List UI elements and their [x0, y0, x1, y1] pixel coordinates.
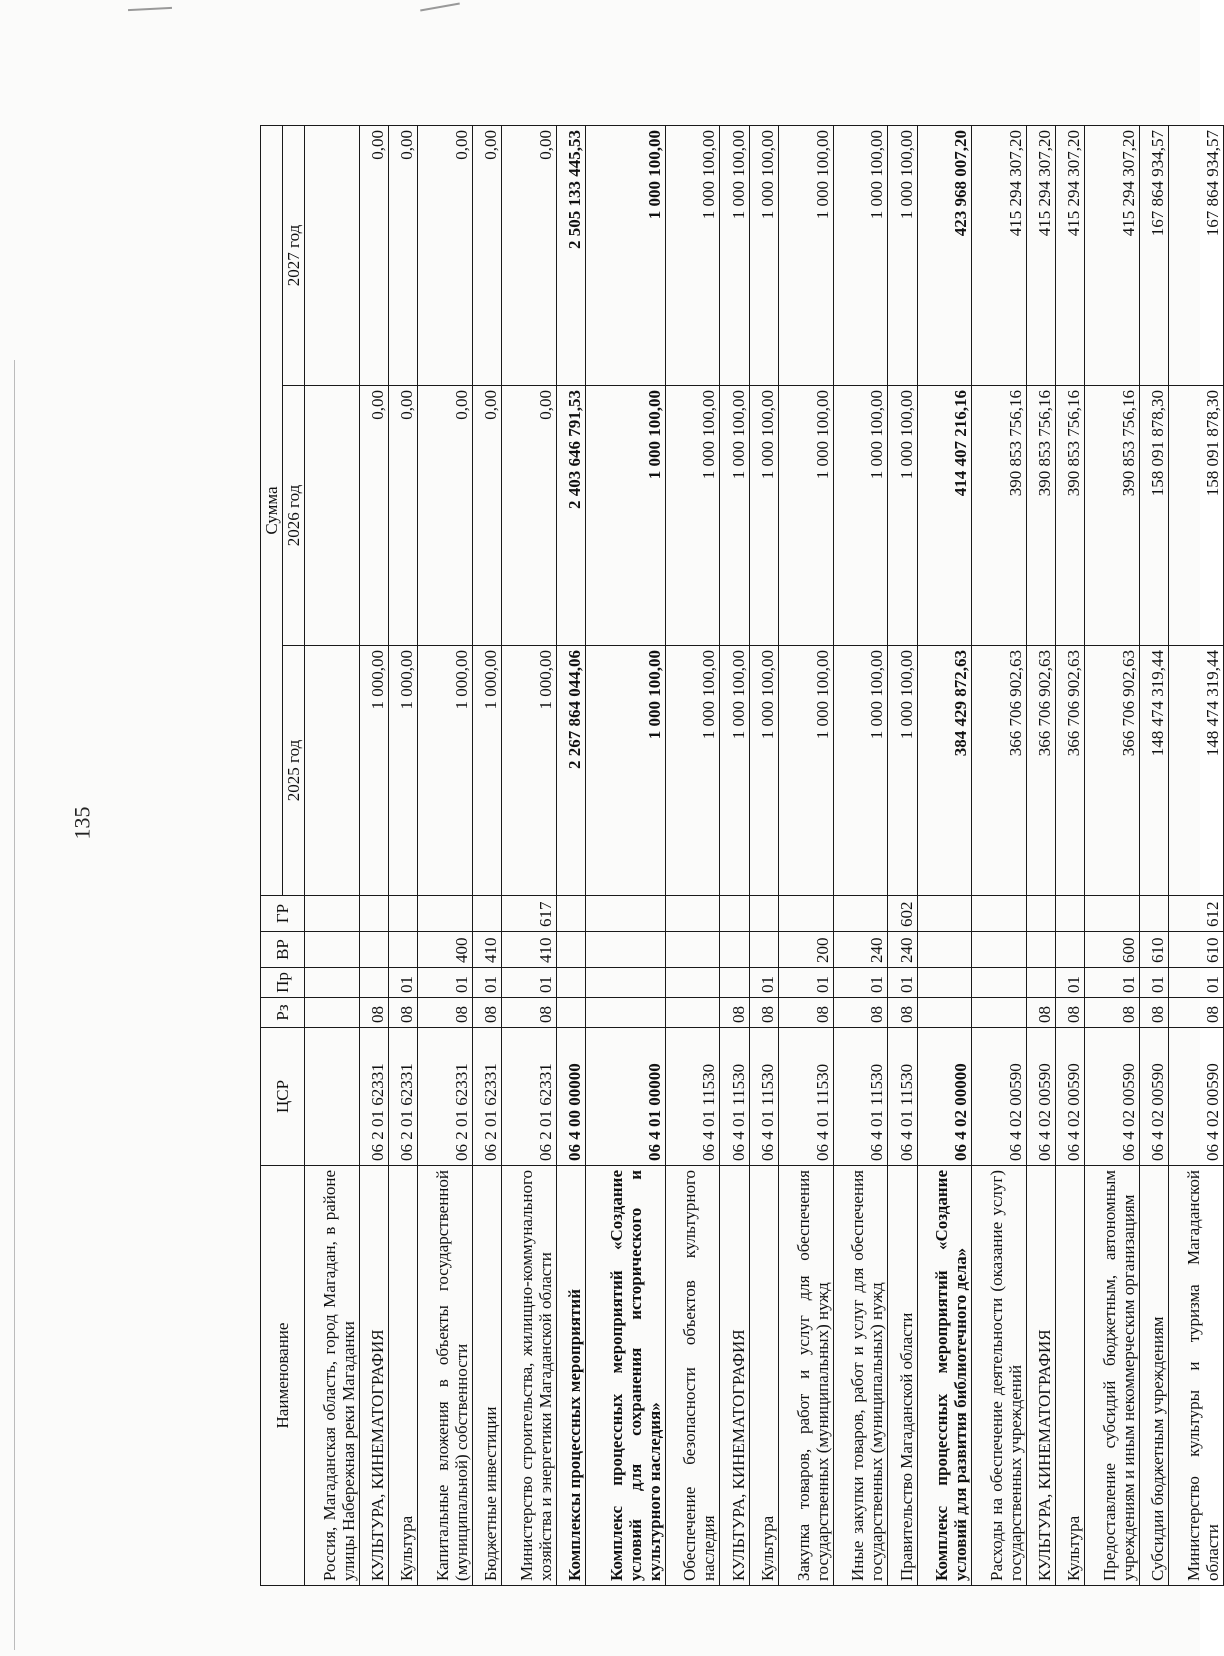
cell-csr: 06 4 02 00590 — [1026, 1028, 1055, 1166]
cell-rz: 08 — [1169, 998, 1224, 1028]
cell-csr: 06 4 01 11530 — [888, 1028, 917, 1166]
cell-2025: 384 429 872,63 — [917, 646, 972, 896]
cell-pr — [972, 968, 1027, 998]
cell-2027: 0,00 — [418, 126, 473, 386]
cell-name: Министерство строительства, жилищно-коммунального хозяйства и энергетики Магаданской области — [502, 1166, 557, 1586]
cell-2025: 1 000 100,00 — [833, 646, 888, 896]
cell-vr: 240 — [888, 932, 917, 968]
cell-vr — [305, 932, 360, 968]
cell-vr: 240 — [833, 932, 888, 968]
cell-vr — [1026, 932, 1055, 968]
cell-2027: 423 968 007,20 — [917, 126, 972, 386]
cell-2025: 366 706 902,63 — [1026, 646, 1055, 896]
cell-rz: 08 — [502, 998, 557, 1028]
cell-2026: 0,00 — [388, 386, 417, 646]
cell-2026: 390 853 756,16 — [1056, 386, 1085, 646]
cell-rz — [972, 998, 1027, 1028]
cell-name: Предоставление субсидий бюджетным, автономным учреждениям и иным некоммерческим организациям — [1085, 1166, 1140, 1586]
cell-2027: 1 000 100,00 — [833, 126, 888, 386]
table-row — [359, 126, 388, 1586]
cell-2025: 1 000,00 — [472, 646, 501, 896]
cell-vr — [556, 932, 585, 968]
cell-2027: 415 294 307,20 — [1085, 126, 1140, 386]
cell-name: Субсидии бюджетным учреждениям — [1139, 1166, 1168, 1586]
cell-vr: 610 — [1139, 932, 1168, 968]
cell-2027: 415 294 307,20 — [972, 126, 1027, 386]
table-row — [556, 126, 585, 1586]
cell-name: Культура — [749, 1166, 778, 1586]
table-row — [972, 126, 1027, 1586]
cell-rz — [917, 998, 972, 1028]
cell-pr: 01 — [1056, 968, 1085, 998]
scan-mark — [128, 7, 172, 11]
table-row — [917, 126, 972, 1586]
cell-gr — [917, 896, 972, 932]
header-name: Наименование — [261, 1166, 305, 1586]
cell-csr: 06 4 01 11530 — [720, 1028, 749, 1166]
cell-rz: 08 — [418, 998, 473, 1028]
header-sum: Сумма — [261, 126, 283, 896]
cell-pr: 01 — [502, 968, 557, 998]
cell-2025: 1 000 100,00 — [585, 646, 665, 896]
cell-name: Министерство культуры и туризма Магаданской области — [1169, 1166, 1224, 1586]
cell-vr: 400 — [418, 932, 473, 968]
cell-2025 — [305, 646, 360, 896]
cell-2027: 415 294 307,20 — [1026, 126, 1055, 386]
cell-gr — [305, 896, 360, 932]
cell-csr: 06 4 02 00590 — [1169, 1028, 1224, 1166]
cell-vr — [665, 932, 720, 968]
table-row — [388, 126, 417, 1586]
cell-2027: 167 864 934,57 — [1139, 126, 1168, 386]
cell-2025: 366 706 902,63 — [972, 646, 1027, 896]
cell-pr — [665, 968, 720, 998]
cell-gr: 602 — [888, 896, 917, 932]
cell-gr — [472, 896, 501, 932]
cell-2026: 1 000 100,00 — [888, 386, 917, 646]
cell-name: Комплекс процессных мероприятий «Создание условий для развития библиотечного дела» — [917, 1166, 972, 1586]
cell-gr — [833, 896, 888, 932]
table-row — [585, 126, 665, 1586]
cell-vr: 200 — [779, 932, 834, 968]
cell-pr: 01 — [833, 968, 888, 998]
cell-vr — [388, 932, 417, 968]
cell-2025: 366 706 902,63 — [1085, 646, 1140, 896]
cell-pr: 01 — [1169, 968, 1224, 998]
cell-2025: 366 706 902,63 — [1056, 646, 1085, 896]
cell-gr — [1085, 896, 1140, 932]
cell-vr — [1056, 932, 1085, 968]
cell-pr — [305, 968, 360, 998]
cell-gr — [1056, 896, 1085, 932]
table-row — [1056, 126, 1085, 1586]
cell-csr: 06 2 01 62331 — [359, 1028, 388, 1166]
cell-2026: 1 000 100,00 — [585, 386, 665, 646]
cell-rz — [305, 998, 360, 1028]
budget-table-rotated — [260, 126, 1224, 1586]
cell-csr: 06 4 02 00590 — [1056, 1028, 1085, 1166]
cell-2026: 390 853 756,16 — [972, 386, 1027, 646]
cell-pr: 01 — [388, 968, 417, 998]
cell-gr — [1139, 896, 1168, 932]
cell-2026: 1 000 100,00 — [779, 386, 834, 646]
cell-2025: 1 000,00 — [502, 646, 557, 896]
cell-gr — [418, 896, 473, 932]
cell-name: Обеспечение безопасности объектов культурного наследия — [665, 1166, 720, 1586]
cell-csr: 06 2 01 62331 — [418, 1028, 473, 1166]
cell-pr — [556, 968, 585, 998]
cell-vr: 610 — [1169, 932, 1224, 968]
cell-2026: 0,00 — [502, 386, 557, 646]
cell-gr — [388, 896, 417, 932]
cell-name: Расходы на обеспечение деятельности (оказание услуг) государственных учреждений — [972, 1166, 1027, 1586]
cell-pr — [1026, 968, 1055, 998]
cell-rz: 08 — [1026, 998, 1055, 1028]
cell-rz: 08 — [833, 998, 888, 1028]
header-2026: 2026 год — [283, 386, 305, 646]
cell-pr — [359, 968, 388, 998]
cell-rz: 08 — [472, 998, 501, 1028]
cell-pr — [585, 968, 665, 998]
cell-2026: 1 000 100,00 — [720, 386, 749, 646]
cell-2027: 0,00 — [472, 126, 501, 386]
table-row — [472, 126, 501, 1586]
cell-2025: 2 267 864 044,06 — [556, 646, 585, 896]
cell-2025: 1 000 100,00 — [665, 646, 720, 896]
table-row — [665, 126, 720, 1586]
cell-csr: 06 2 01 62331 — [502, 1028, 557, 1166]
cell-2027: 0,00 — [502, 126, 557, 386]
cell-pr: 01 — [472, 968, 501, 998]
cell-name: Россия, Магаданская область, город Магадан, в районе улицы Набережная реки Магаданки — [305, 1166, 360, 1586]
cell-2027 — [305, 126, 360, 386]
cell-rz: 08 — [749, 998, 778, 1028]
cell-rz: 08 — [1056, 998, 1085, 1028]
table-row — [888, 126, 917, 1586]
cell-2025: 148 474 319,44 — [1139, 646, 1168, 896]
header-2027: 2027 год — [283, 126, 305, 386]
cell-2027: 167 864 934,57 — [1169, 126, 1224, 386]
cell-gr: 612 — [1169, 896, 1224, 932]
cell-pr: 01 — [779, 968, 834, 998]
cell-rz: 08 — [1085, 998, 1140, 1028]
cell-vr — [585, 932, 665, 968]
cell-name: Бюджетные инвестиции — [472, 1166, 501, 1586]
cell-2027: 0,00 — [359, 126, 388, 386]
cell-gr — [556, 896, 585, 932]
table-row — [720, 126, 749, 1586]
cell-pr: 01 — [888, 968, 917, 998]
cell-vr: 600 — [1085, 932, 1140, 968]
cell-pr: 01 — [1085, 968, 1140, 998]
cell-gr — [779, 896, 834, 932]
cell-rz — [556, 998, 585, 1028]
cell-name: Комплексы процессных мероприятий — [556, 1166, 585, 1586]
budget-table — [260, 125, 1224, 1586]
cell-name: КУЛЬТУРА, КИНЕМАТОГРАФИЯ — [720, 1166, 749, 1586]
cell-rz — [665, 998, 720, 1028]
cell-2027: 0,00 — [388, 126, 417, 386]
cell-vr — [917, 932, 972, 968]
cell-2025: 148 474 319,44 — [1169, 646, 1224, 896]
cell-csr: 06 2 01 62331 — [388, 1028, 417, 1166]
table-row — [749, 126, 778, 1586]
cell-vr — [749, 932, 778, 968]
cell-rz: 08 — [888, 998, 917, 1028]
cell-gr: 617 — [502, 896, 557, 932]
cell-2026: 1 000 100,00 — [665, 386, 720, 646]
cell-2025: 1 000 100,00 — [720, 646, 749, 896]
page-number: 135 — [69, 806, 95, 840]
cell-name: Комплекс процессных мероприятий «Создание условий для сохранения исторического и культурного наследия» — [585, 1166, 665, 1586]
cell-2027: 1 000 100,00 — [749, 126, 778, 386]
cell-vr: 410 — [502, 932, 557, 968]
cell-name: Закупка товаров, работ и услуг для обеспечения государственных (муниципальных) нужд — [779, 1166, 834, 1586]
table-body — [305, 126, 1224, 1586]
cell-pr: 01 — [1139, 968, 1168, 998]
scan-mark — [420, 3, 460, 12]
cell-vr — [972, 932, 1027, 968]
cell-csr: 06 4 02 00590 — [1085, 1028, 1140, 1166]
header-rz: Рз — [261, 998, 305, 1028]
table-row — [1026, 126, 1055, 1586]
cell-csr: 06 4 01 11530 — [749, 1028, 778, 1166]
cell-2026: 414 407 216,16 — [917, 386, 972, 646]
table-row — [779, 126, 834, 1586]
cell-name: Культура — [388, 1166, 417, 1586]
table-row — [1139, 126, 1168, 1586]
cell-2026: 0,00 — [472, 386, 501, 646]
cell-2027: 1 000 100,00 — [779, 126, 834, 386]
cell-gr — [359, 896, 388, 932]
cell-name: Культура — [1056, 1166, 1085, 1586]
cell-2026 — [305, 386, 360, 646]
cell-2027: 1 000 100,00 — [720, 126, 749, 386]
cell-2025: 1 000,00 — [359, 646, 388, 896]
cell-vr: 410 — [472, 932, 501, 968]
cell-name: Иные закупки товаров, работ и услуг для обеспечения государственных (муниципальных) нужд — [833, 1166, 888, 1586]
cell-2026: 1 000 100,00 — [833, 386, 888, 646]
cell-csr — [305, 1028, 360, 1166]
cell-csr: 06 4 02 00590 — [972, 1028, 1027, 1166]
cell-2027: 1 000 100,00 — [665, 126, 720, 386]
header-2025: 2025 год — [283, 646, 305, 896]
cell-2025: 1 000 100,00 — [888, 646, 917, 896]
cell-csr: 06 4 02 00000 — [917, 1028, 972, 1166]
cell-2026: 1 000 100,00 — [749, 386, 778, 646]
header-csr: ЦСР — [261, 1028, 305, 1166]
cell-gr — [749, 896, 778, 932]
cell-2026: 390 853 756,16 — [1026, 386, 1055, 646]
cell-2026: 390 853 756,16 — [1085, 386, 1140, 646]
cell-vr — [720, 932, 749, 968]
cell-2026: 158 091 878,30 — [1139, 386, 1168, 646]
cell-gr — [1026, 896, 1055, 932]
cell-2027: 1 000 100,00 — [585, 126, 665, 386]
cell-2025: 1 000,00 — [418, 646, 473, 896]
cell-rz: 08 — [388, 998, 417, 1028]
cell-gr — [585, 896, 665, 932]
cell-pr: 01 — [418, 968, 473, 998]
cell-2025: 1 000 100,00 — [779, 646, 834, 896]
cell-2027: 2 505 133 445,53 — [556, 126, 585, 386]
cell-csr: 06 2 01 62331 — [472, 1028, 501, 1166]
header-pr: Пр — [261, 968, 305, 998]
cell-name: КУЛЬТУРА, КИНЕМАТОГРАФИЯ — [1026, 1166, 1055, 1586]
cell-2027: 1 000 100,00 — [888, 126, 917, 386]
table-row — [502, 126, 557, 1586]
cell-vr — [359, 932, 388, 968]
cell-pr: 01 — [749, 968, 778, 998]
scan-edge-line — [14, 360, 15, 1650]
cell-name: Капитальные вложения в объекты государственной (муниципальной) собственности — [418, 1166, 473, 1586]
cell-csr: 06 4 01 11530 — [833, 1028, 888, 1166]
cell-rz: 08 — [1139, 998, 1168, 1028]
cell-rz: 08 — [720, 998, 749, 1028]
cell-2026: 2 403 646 791,53 — [556, 386, 585, 646]
table-row — [418, 126, 473, 1586]
cell-csr: 06 4 01 00000 — [585, 1028, 665, 1166]
cell-csr: 06 4 00 00000 — [556, 1028, 585, 1166]
cell-2026: 0,00 — [359, 386, 388, 646]
cell-rz — [585, 998, 665, 1028]
cell-2025: 1 000 100,00 — [749, 646, 778, 896]
table-row — [1085, 126, 1140, 1586]
table-row — [1169, 126, 1224, 1586]
cell-name: КУЛЬТУРА, КИНЕМАТОГРАФИЯ — [359, 1166, 388, 1586]
cell-pr — [720, 968, 749, 998]
cell-rz: 08 — [779, 998, 834, 1028]
cell-2025: 1 000,00 — [388, 646, 417, 896]
cell-csr: 06 4 02 00590 — [1139, 1028, 1168, 1166]
cell-csr: 06 4 01 11530 — [665, 1028, 720, 1166]
cell-gr — [972, 896, 1027, 932]
cell-csr: 06 4 01 11530 — [779, 1028, 834, 1166]
header-vr: ВР — [261, 932, 305, 968]
cell-2027: 415 294 307,20 — [1056, 126, 1085, 386]
header-gr: ГР — [261, 896, 305, 932]
cell-gr — [665, 896, 720, 932]
cell-2026: 158 091 878,30 — [1169, 386, 1224, 646]
cell-name: Правительство Магаданской области — [888, 1166, 917, 1586]
cell-pr — [917, 968, 972, 998]
cell-gr — [720, 896, 749, 932]
table-row — [833, 126, 888, 1586]
cell-2026: 0,00 — [418, 386, 473, 646]
cell-rz: 08 — [359, 998, 388, 1028]
table-row — [305, 126, 360, 1586]
